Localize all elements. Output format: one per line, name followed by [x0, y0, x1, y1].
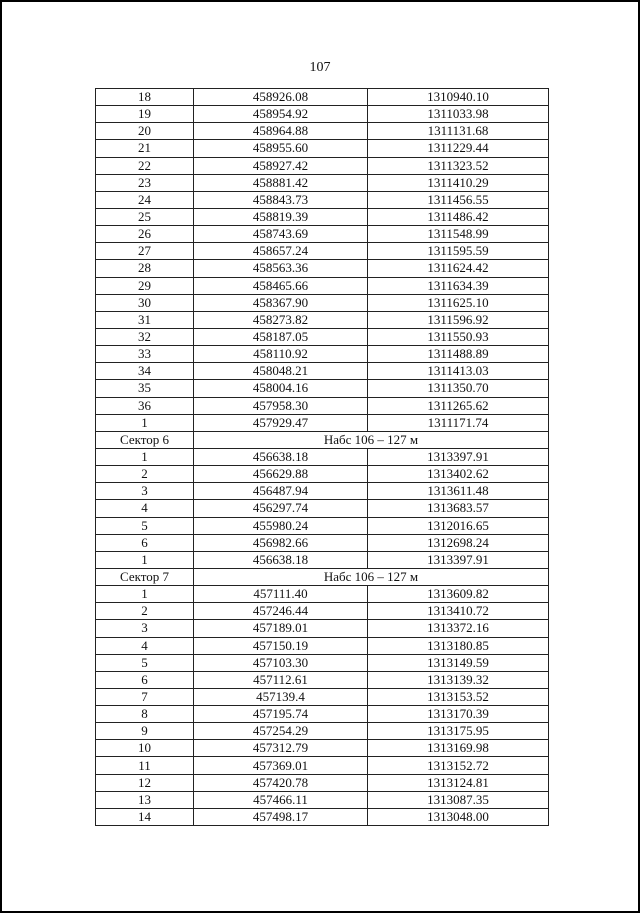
coordinate-y: 1311413.03 — [368, 363, 549, 380]
coordinate-y: 1312016.65 — [368, 517, 549, 534]
table-row — [96, 174, 549, 191]
point-number: 2 — [96, 466, 194, 483]
point-number: 3 — [96, 483, 194, 500]
point-number: 12 — [96, 774, 194, 791]
coordinate-x: 457958.30 — [194, 397, 368, 414]
table-row — [96, 688, 549, 705]
sector-height-range: Набс 106 – 127 м — [194, 568, 549, 585]
table-row — [96, 260, 549, 277]
coordinate-y: 1313170.39 — [368, 706, 549, 723]
table-row — [96, 191, 549, 208]
coordinate-y: 1311488.89 — [368, 346, 549, 363]
coordinate-x: 457420.78 — [194, 774, 368, 791]
point-number: 9 — [96, 723, 194, 740]
coordinate-x: 455980.24 — [194, 517, 368, 534]
table-row — [96, 157, 549, 174]
coordinate-y: 1311486.42 — [368, 208, 549, 225]
coordinate-x: 458367.90 — [194, 294, 368, 311]
table-row — [96, 671, 549, 688]
table-row — [96, 534, 549, 551]
table-row — [96, 620, 549, 637]
point-number: 4 — [96, 500, 194, 517]
coordinate-x: 458926.08 — [194, 89, 368, 106]
coordinate-x: 458563.36 — [194, 260, 368, 277]
coordinate-y: 1313683.57 — [368, 500, 549, 517]
coordinate-x: 458843.73 — [194, 191, 368, 208]
coordinate-x: 457254.29 — [194, 723, 368, 740]
coordinate-y: 1311323.52 — [368, 157, 549, 174]
point-number: 18 — [96, 89, 194, 106]
point-number: 32 — [96, 328, 194, 345]
coordinate-y: 1311171.74 — [368, 414, 549, 431]
point-number: 1 — [96, 414, 194, 431]
table-row — [96, 243, 549, 260]
coordinate-x: 457312.79 — [194, 740, 368, 757]
point-number: 30 — [96, 294, 194, 311]
table-row — [96, 551, 549, 568]
sector-label: Сектор 6 — [96, 431, 194, 448]
coordinate-y: 1311548.99 — [368, 226, 549, 243]
coordinate-x: 456982.66 — [194, 534, 368, 551]
table-row — [96, 380, 549, 397]
table-row — [96, 226, 549, 243]
coordinate-y: 1311625.10 — [368, 294, 549, 311]
coordinate-y: 1313139.32 — [368, 671, 549, 688]
point-number: 7 — [96, 688, 194, 705]
coordinate-y: 1311595.59 — [368, 243, 549, 260]
coordinate-x: 458964.88 — [194, 123, 368, 140]
point-number: 4 — [96, 637, 194, 654]
coordinate-y: 1313048.00 — [368, 808, 549, 825]
table-row — [96, 294, 549, 311]
coordinate-x: 457466.11 — [194, 791, 368, 808]
coordinate-x: 458819.39 — [194, 208, 368, 225]
table-row — [96, 740, 549, 757]
table-row — [96, 277, 549, 294]
point-number: 34 — [96, 363, 194, 380]
point-number: 23 — [96, 174, 194, 191]
table-row — [96, 808, 549, 825]
coordinate-x: 457103.30 — [194, 654, 368, 671]
table-row — [96, 123, 549, 140]
point-number: 31 — [96, 311, 194, 328]
coordinate-y: 1311350.70 — [368, 380, 549, 397]
coordinate-x: 456629.88 — [194, 466, 368, 483]
point-number: 11 — [96, 757, 194, 774]
table-row — [96, 414, 549, 431]
coordinates-table-body — [96, 89, 549, 826]
coordinate-x: 458657.24 — [194, 243, 368, 260]
table-row — [96, 328, 549, 345]
point-number: 36 — [96, 397, 194, 414]
coordinate-x: 457112.61 — [194, 671, 368, 688]
coordinate-x: 458004.16 — [194, 380, 368, 397]
coordinate-y: 1311550.93 — [368, 328, 549, 345]
point-number: 6 — [96, 671, 194, 688]
table-row — [96, 363, 549, 380]
coordinate-x: 457150.19 — [194, 637, 368, 654]
coordinate-y: 1313397.91 — [368, 551, 549, 568]
point-number: 26 — [96, 226, 194, 243]
coordinate-y: 1311634.39 — [368, 277, 549, 294]
coordinate-y: 1313180.85 — [368, 637, 549, 654]
coordinate-y: 1312698.24 — [368, 534, 549, 551]
coordinate-x: 457195.74 — [194, 706, 368, 723]
point-number: 10 — [96, 740, 194, 757]
coordinate-x: 458048.21 — [194, 363, 368, 380]
coordinate-x: 458743.69 — [194, 226, 368, 243]
point-number: 22 — [96, 157, 194, 174]
coordinate-x: 457929.47 — [194, 414, 368, 431]
point-number: 29 — [96, 277, 194, 294]
table-row — [96, 500, 549, 517]
table-row — [96, 483, 549, 500]
coordinate-x: 458927.42 — [194, 157, 368, 174]
point-number: 21 — [96, 140, 194, 157]
coordinate-x: 457246.44 — [194, 603, 368, 620]
table-row — [96, 757, 549, 774]
coordinate-y: 1311229.44 — [368, 140, 549, 157]
coordinate-x: 457189.01 — [194, 620, 368, 637]
point-number: 5 — [96, 517, 194, 534]
table-row — [96, 106, 549, 123]
point-number: 5 — [96, 654, 194, 671]
page-number: 107 — [309, 60, 331, 75]
coordinate-x: 457369.01 — [194, 757, 368, 774]
point-number: 1 — [96, 586, 194, 603]
point-number: 24 — [96, 191, 194, 208]
table-row — [96, 346, 549, 363]
point-number: 3 — [96, 620, 194, 637]
table-row — [96, 706, 549, 723]
sector-label: Сектор 7 — [96, 568, 194, 585]
point-number: 19 — [96, 106, 194, 123]
coordinate-x: 458881.42 — [194, 174, 368, 191]
table-row — [96, 774, 549, 791]
coordinate-y: 1313611.48 — [368, 483, 549, 500]
point-number: 6 — [96, 534, 194, 551]
coordinate-x: 458273.82 — [194, 311, 368, 328]
coordinate-y: 1310940.10 — [368, 89, 549, 106]
coordinate-x: 458465.66 — [194, 277, 368, 294]
coordinate-x: 456638.18 — [194, 551, 368, 568]
sector-header-row — [96, 568, 549, 585]
coordinate-y: 1313153.52 — [368, 688, 549, 705]
coordinate-x: 456487.94 — [194, 483, 368, 500]
coordinate-y: 1313169.98 — [368, 740, 549, 757]
point-number: 33 — [96, 346, 194, 363]
coordinate-y: 1313175.95 — [368, 723, 549, 740]
coordinate-y: 1313152.72 — [368, 757, 549, 774]
coordinate-y: 1313124.81 — [368, 774, 549, 791]
coordinate-y: 1313087.35 — [368, 791, 549, 808]
table-row — [96, 586, 549, 603]
table-row — [96, 637, 549, 654]
table-row — [96, 140, 549, 157]
table-row — [96, 448, 549, 465]
coordinate-x: 456297.74 — [194, 500, 368, 517]
table-row — [96, 791, 549, 808]
table-row — [96, 654, 549, 671]
coordinate-x: 456638.18 — [194, 448, 368, 465]
coordinate-y: 1313397.91 — [368, 448, 549, 465]
coordinate-y: 1313609.82 — [368, 586, 549, 603]
point-number: 13 — [96, 791, 194, 808]
coordinate-x: 457139.4 — [194, 688, 368, 705]
point-number: 1 — [96, 448, 194, 465]
point-number: 25 — [96, 208, 194, 225]
coordinate-y: 1311265.62 — [368, 397, 549, 414]
table-row — [96, 311, 549, 328]
coordinate-y: 1313149.59 — [368, 654, 549, 671]
coordinate-x: 458955.60 — [194, 140, 368, 157]
point-number: 35 — [96, 380, 194, 397]
coordinate-x: 458954.92 — [194, 106, 368, 123]
sector-height-range: Набс 106 – 127 м — [194, 431, 549, 448]
point-number: 2 — [96, 603, 194, 620]
point-number: 20 — [96, 123, 194, 140]
point-number: 1 — [96, 551, 194, 568]
coordinate-x: 458187.05 — [194, 328, 368, 345]
coordinate-x: 457498.17 — [194, 808, 368, 825]
coordinate-y: 1311410.29 — [368, 174, 549, 191]
coordinate-y: 1311033.98 — [368, 106, 549, 123]
coordinate-y: 1311596.92 — [368, 311, 549, 328]
table-row — [96, 466, 549, 483]
point-number: 28 — [96, 260, 194, 277]
table-row — [96, 397, 549, 414]
point-number: 8 — [96, 706, 194, 723]
table-row — [96, 517, 549, 534]
coordinate-y: 1313410.72 — [368, 603, 549, 620]
coordinate-y: 1311456.55 — [368, 191, 549, 208]
table-row — [96, 208, 549, 225]
point-number: 14 — [96, 808, 194, 825]
coordinate-y: 1311131.68 — [368, 123, 549, 140]
coordinate-y: 1313402.62 — [368, 466, 549, 483]
table-row — [96, 723, 549, 740]
table-row — [96, 603, 549, 620]
coordinates-table — [95, 88, 549, 826]
coordinate-y: 1313372.16 — [368, 620, 549, 637]
coordinate-x: 457111.40 — [194, 586, 368, 603]
sector-header-row — [96, 431, 549, 448]
point-number: 27 — [96, 243, 194, 260]
coordinate-y: 1311624.42 — [368, 260, 549, 277]
coordinate-x: 458110.92 — [194, 346, 368, 363]
table-row — [96, 89, 549, 106]
